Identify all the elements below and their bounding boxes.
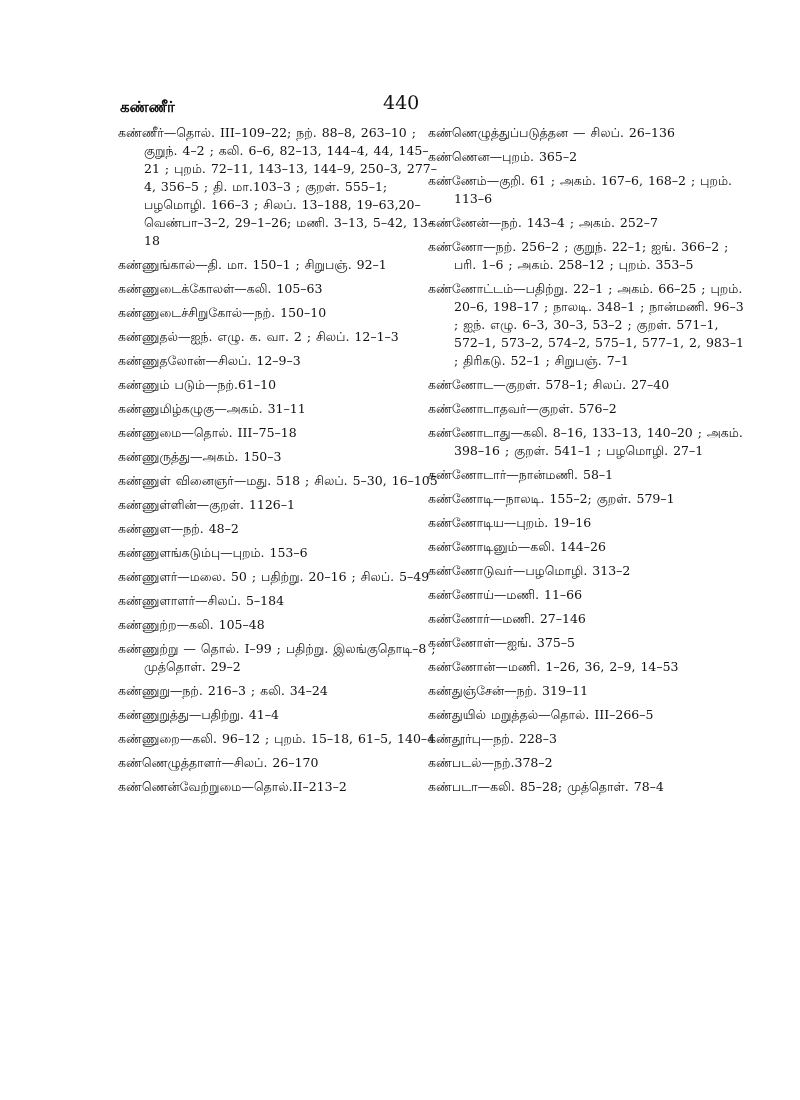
index-entry: கண்ணுடைச்சிறுகோல்—நற். 150–10 — [118, 305, 327, 320]
index-entry: கண்ணேன்—நற். 143–4 ; அகம். 252–7 — [428, 215, 658, 230]
right-column — [428, 124, 750, 802]
index-entry: கண்ணேம்—குறி. 61 ; அகம். 167–6, 168–2 ; புறம். 113–6 — [428, 173, 733, 206]
index-entry: கண்படா—கலி. 85–28; முத்தொள். 78–4 — [428, 779, 664, 794]
index-entry: கண்ணுற்ற—கலி. 105–48 — [118, 617, 265, 632]
index-entry: கண்ணுறுத்து—பதிற்று. 41–4 — [118, 707, 279, 722]
index-entry: கண்ணெழுத்தாளர்—சிலப். 26–170 — [118, 755, 319, 770]
index-entry: கண்ணோடி—நாலடி. 155–2; குறள். 579–1 — [428, 491, 675, 506]
index-entry: கண்ணென்வேற்றுமை—தொல்.II–213–2 — [118, 779, 347, 794]
index-entry: கண்ணுதல்—ஐந். எழு. க. வா. 2 ; சிலப். 12–1–3 — [118, 329, 399, 344]
index-entry: கண்ணுருத்து—அகம். 150–3 — [118, 449, 282, 464]
index-entry: கண்தூர்பு—நற். 228–3 — [428, 731, 557, 746]
index-entry: கண்ணோன்—மணி. 1–26, 36, 2–9, 14–53 — [428, 659, 679, 674]
index-entry: கண்ணோடிய—புறம். 19–16 — [428, 515, 592, 530]
index-entry: கண்ணுறு—நற். 216–3 ; கலி. 34–24 — [118, 683, 328, 698]
index-entry: கண்ணுறை—கலி. 96–12 ; புறம். 15–18, 61–5, 140–4 — [118, 731, 436, 746]
page-number: 440 — [383, 92, 420, 114]
index-entry: கண்ணோடாதவர்—குறள். 576–2 — [428, 401, 617, 416]
index-entry: கண்ணோட—குறள். 578–1; சிலப். 27–40 — [428, 377, 670, 392]
index-entry: கண்ணுளர்—மலை. 50 ; பதிற்று. 20–16 ; சிலப். 5–49 — [118, 569, 430, 584]
index-entry: கண்ணுதலோன்—சிலப். 12–9–3 — [118, 353, 301, 368]
index-entry: கண்ணோர்—மணி. 27–146 — [428, 611, 586, 626]
index-entry: கண்ணெழுத்துப்படுத்தன — சிலப். 26–136 — [428, 125, 675, 140]
index-entry: கண்ணுமை—தொல். III–75–18 — [118, 425, 297, 440]
index-entry: கண்ணோடுவர்—பழமொழி. 313–2 — [428, 563, 631, 578]
index-entry: கண்ணோய்—மணி. 11–66 — [428, 587, 583, 602]
index-entry: கண்ணீர்—தொல். III–109–22; நற். 88–8, 263–10 ; குறுந். 4–2 ; கலி. 6–6, 82–13, 144–4, 44, 145–21 ; புறம். 72–11, 143–13, 144–9, 250–3, 277–4, 356–5 ; தி. மா.103–3 ; குறள். 555–1; பழமொழி. 166–3 ; சிலப். 13–188, 19–63,20–வெண்பா–3–2, 29–1–26; மணி. 3–13, 5–42, 13–18 — [118, 125, 437, 248]
index-entry: கண்ணுள்ளின்—குறள். 1126–1 — [118, 497, 295, 512]
index-entry: கண்ணோ—நற். 256–2 ; குறுந். 22–1; ஐங். 366–2 ; பரி. 1–6 ; அகம். 258–12 ; புறம். 353–5 — [428, 239, 729, 272]
index-entry: கண்ணுளாளர்—சிலப். 5–184 — [118, 593, 285, 608]
index-entry: கண்ணோடாது—கலி. 8–16, 133–13, 140–20 ; அகம். 398–16 ; குறள். 541–1 ; பழமொழி. 27–1 — [428, 425, 743, 458]
index-entry: கண்ணுங்கால்—தி. மா. 150–1 ; சிறுபஞ். 92–1 — [118, 257, 387, 272]
index-entry: கண்ணோடினும்—கலி. 144–26 — [428, 539, 606, 554]
index-entry: கண்ணோட்டம்—பதிற்று. 22–1 ; அகம். 66–25 ; புறம். 20–6, 198–17 ; நாலடி. 348–1 ; நான்மணி. 96–3 ; ஐந். எழு. 6–3, 30–3, 53–2 ; குறள். 571–1, 572–1, 573–2, 574–2, 575–1, 577–1, 2, 983–1 ; திரிகடு. 52–1 ; சிறுபஞ். 7–1 — [428, 281, 745, 368]
index-entry: கண்துஞ்சேன்—நற். 319–11 — [428, 683, 589, 698]
index-entry: கண்ணுள—நற். 48–2 — [118, 521, 239, 536]
index-entry: கண்ணும் படும்—நற்.61–10 — [118, 377, 277, 392]
index-entry: கண்ணுற்று — தொல். I–99 ; பதிற்று. இலங்குதொடி–8 ; முத்தொள். 29–2 — [118, 641, 436, 674]
index-entry: கண்ணோள்—ஐங். 375–5 — [428, 635, 575, 650]
index-entry: கண்ணுள் வினைஞர்—மது. 518 ; சிலப். 5–30, 16–105 — [118, 473, 438, 488]
index-entry: கண்ணுமிழ்கழுகு—அகம். 31–11 — [118, 401, 306, 416]
running-head: கண்ணீர் — [120, 98, 175, 116]
index-entry: கண்படல்—நற்.378–2 — [428, 755, 553, 770]
index-entry: கண்ணோடார்—நான்மணி. 58–1 — [428, 467, 614, 482]
index-entry: கண்ணென—புறம். 365–2 — [428, 149, 578, 164]
left-column — [118, 124, 438, 802]
index-entry: கண்ணுளங்கடும்பு—புறம். 153–6 — [118, 545, 308, 560]
index-entry: கண்துயில் மறுத்தல்—தொல். III–266–5 — [428, 707, 654, 722]
index-entry: கண்ணுடைக்கோலள்—கலி. 105–63 — [118, 281, 323, 296]
